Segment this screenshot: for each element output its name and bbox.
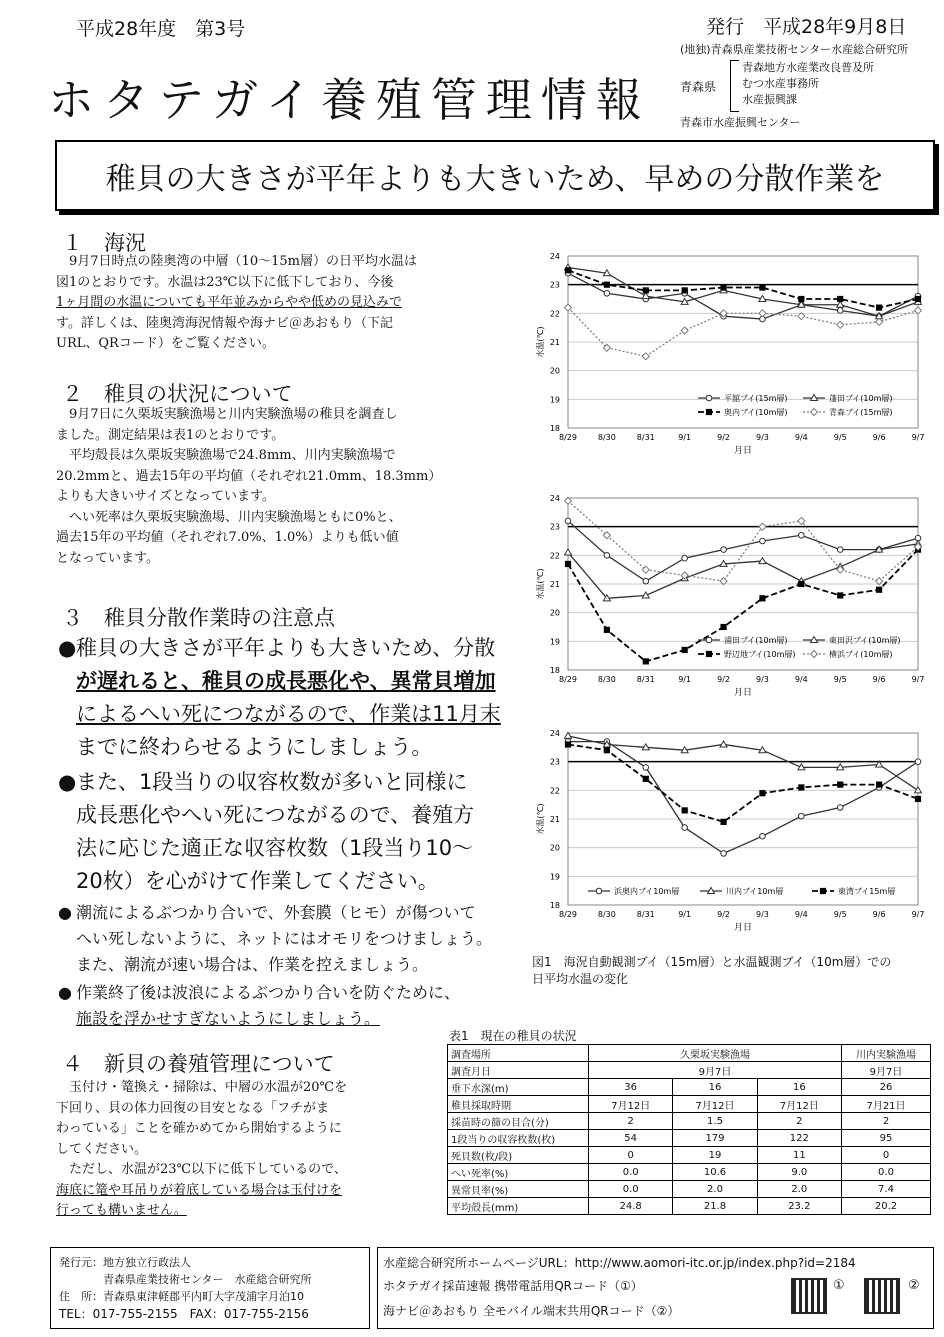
- y-tick-label: 18: [549, 424, 560, 433]
- data-point: [915, 787, 922, 793]
- text-line: 法に応じた適正な収容枚数（1段当り10～: [76, 836, 474, 860]
- data-point: [877, 587, 882, 592]
- x-tick-label: 9/2: [717, 433, 730, 442]
- text-line: してください。: [56, 1141, 148, 1157]
- data-point: [642, 353, 649, 360]
- x-tick-label: 9/7: [911, 910, 925, 919]
- caption-line: 日平均水温の変化: [532, 972, 629, 986]
- table-cell: 0: [589, 1147, 673, 1164]
- x-tick-label: 9/6: [872, 675, 886, 684]
- text-line: 作業終了後は波浪によるぶつかり合いを防ぐために、: [76, 983, 461, 1002]
- table-row: [448, 1096, 931, 1113]
- table-cell: 54: [589, 1130, 673, 1147]
- legend-label: 浜奥内ブイ10m層: [614, 887, 680, 896]
- data-point: [706, 395, 712, 401]
- series-line: [568, 267, 918, 316]
- table-row: [448, 1045, 931, 1062]
- x-tick-label: 9/7: [911, 433, 925, 442]
- text-line: 成長悪化やへい死につながるので、養殖方: [76, 803, 475, 827]
- y-tick-label: 23: [549, 280, 560, 290]
- series-line: [568, 744, 918, 821]
- y-tick-label: 24: [549, 494, 560, 503]
- table-cell: 0: [842, 1147, 931, 1164]
- org-pref: 青森県: [680, 80, 717, 94]
- table-row: [448, 1164, 931, 1181]
- x-tick-label: 8/29: [559, 910, 577, 919]
- chart-3: [532, 725, 932, 947]
- y-tick-label: 18: [549, 666, 560, 675]
- text-line: ただし、水温が23℃以下に低下しているので、: [69, 1162, 347, 1177]
- text-line: 玉付け・篭換え・掃除は、中層の水温が20℃を: [69, 1080, 348, 1095]
- table-cell: 9月7日: [589, 1062, 842, 1079]
- text-line: 施設を浮かせすぎないようにしましょう。: [76, 1009, 381, 1028]
- data-point: [642, 293, 649, 299]
- table-cell: 11: [757, 1147, 841, 1164]
- table-cell: 0.0: [589, 1181, 673, 1198]
- data-point: [682, 825, 688, 831]
- series-line: [568, 544, 918, 598]
- y-tick-label: 23: [549, 757, 560, 767]
- section-3-title: ３ 稚貝分散作業時の注意点: [62, 606, 335, 630]
- table-cell: 21.8: [673, 1198, 757, 1215]
- legend-label: 青森ブイ(15m層): [829, 408, 893, 417]
- data-point: [876, 318, 883, 325]
- x-tick-label: 8/31: [636, 910, 655, 919]
- text-line: が遅れると、稚貝の成長悪化や、異常貝増加: [76, 669, 496, 693]
- y-tick-label: 24: [549, 729, 560, 738]
- data-point: [760, 538, 766, 544]
- data-point: [759, 558, 766, 564]
- address: 住 所：青森県東津軽郡平内町大字茂浦字月泊10: [59, 1290, 304, 1303]
- section-1-title: １ 海況: [62, 231, 146, 255]
- data-point: [877, 305, 882, 310]
- table-cell: 調査月日: [448, 1062, 589, 1079]
- legend-label: 東湾ブイ15m層: [838, 887, 896, 896]
- table-cell: 7月12日: [757, 1096, 841, 1113]
- x-tick-label: 8/30: [597, 433, 616, 442]
- data-point: [760, 596, 765, 601]
- data-point: [682, 808, 687, 813]
- text-line: 海底に篭や耳吊りが着底している場合は玉付けを: [56, 1182, 343, 1198]
- series-line: [568, 308, 918, 357]
- data-point: [837, 321, 844, 328]
- table-cell: 9.0: [757, 1164, 841, 1181]
- text-line: までに終わらせるようにしましょう。: [76, 735, 433, 759]
- data-point: [799, 532, 805, 538]
- data-point: [706, 651, 711, 656]
- table-row: [448, 1113, 931, 1130]
- y-tick-label: 20: [549, 366, 560, 376]
- table-cell: 9月7日: [842, 1062, 931, 1079]
- chart-2: [532, 490, 932, 712]
- table-cell: 20.2: [842, 1198, 931, 1215]
- table-caption: 表1 現在の稚貝の状況: [449, 1029, 577, 1043]
- table-row: [448, 1062, 931, 1079]
- table-cell: 2: [842, 1113, 931, 1130]
- data-point: [565, 268, 570, 273]
- text-line: URL、QRコード）をご覧ください。: [56, 336, 275, 351]
- table-cell: 1段当りの収容枚数(枚): [448, 1130, 589, 1147]
- data-point: [799, 813, 805, 819]
- y-tick-label: 19: [549, 637, 560, 647]
- table-cell: 1.5: [673, 1113, 757, 1130]
- data-point: [682, 647, 687, 652]
- x-tick-label: 8/31: [636, 433, 655, 442]
- qr2-text: 海ナビ＠あおもり 全モバイル端末共用QRコード（②）: [383, 1304, 680, 1318]
- data-point: [837, 547, 843, 553]
- text-line: 潮流によるぶつかり合いで、外套膜（ヒモ）が傷ついて: [76, 903, 476, 922]
- data-point: [838, 782, 843, 787]
- legend-label: 川内ブイ10m層: [726, 887, 784, 896]
- x-tick-label: 8/29: [559, 675, 577, 684]
- x-tick-label: 9/1: [678, 910, 692, 919]
- series-line: [568, 736, 918, 790]
- headline-text: 稚貝の大きさが平年よりも大きいため、早めの分散作業を: [105, 161, 885, 197]
- data-point: [799, 296, 804, 301]
- y-axis-label: 水温(℃): [536, 326, 545, 358]
- series-line: [568, 521, 918, 581]
- table-row: [448, 1130, 931, 1147]
- table-cell: 2.0: [757, 1181, 841, 1198]
- data-point: [721, 285, 726, 290]
- x-axis-label: 月日: [733, 923, 753, 933]
- table-cell: 平均殻長(mm): [448, 1198, 589, 1215]
- table-cell: 95: [842, 1130, 931, 1147]
- data-point: [643, 288, 648, 293]
- table-cell: 26: [842, 1079, 931, 1096]
- y-tick-label: 19: [549, 395, 560, 405]
- table-cell: 7月12日: [589, 1096, 673, 1113]
- y-axis-label: 水温(℃): [536, 568, 545, 600]
- data-point: [682, 288, 687, 293]
- bullet-1: [58, 632, 528, 764]
- data-point: [721, 851, 727, 857]
- data-point: [565, 561, 570, 566]
- data-point: [604, 290, 610, 296]
- table-cell: 稚貝採取時期: [448, 1096, 589, 1113]
- data-point: [760, 791, 765, 796]
- table-cell: 36: [589, 1079, 673, 1096]
- data-point: [915, 296, 920, 301]
- text-line: また、潮流が速い場合は、作業を控えましょう。: [76, 955, 429, 974]
- section-4-body: [56, 1078, 444, 1222]
- data-point: [799, 581, 804, 586]
- table-row: [448, 1198, 931, 1215]
- legend-label: 横浜ブイ(10m層): [829, 650, 893, 659]
- table-cell: 2: [589, 1113, 673, 1130]
- section-4-title: ４ 新貝の養殖管理について: [62, 1052, 335, 1076]
- text-line: 稚貝の大きさが平年よりも大きいため、分散: [76, 636, 496, 660]
- table-cell: 0.0: [842, 1164, 931, 1181]
- x-axis-label: 月日: [733, 446, 753, 456]
- data-point: [811, 651, 818, 658]
- table-cell: 10.6: [673, 1164, 757, 1181]
- table-cell: 2.0: [673, 1181, 757, 1198]
- data-point: [837, 308, 843, 314]
- tel-fax: TEL：017-755-2155 FAX：017-755-2156: [59, 1307, 309, 1321]
- data-point: [760, 285, 765, 290]
- x-tick-label: 8/31: [636, 675, 655, 684]
- issue-date: 発行 平成28年9月8日: [706, 16, 907, 38]
- bullet-2: [58, 766, 528, 898]
- legend-label: 蓬田ブイ(10m層): [829, 394, 893, 403]
- chart-2-svg: [532, 490, 932, 708]
- text-line: 20枚）を心がけて作業してください。: [76, 869, 439, 893]
- data-point: [682, 555, 688, 561]
- data-point: [838, 296, 843, 301]
- data-point: [643, 765, 649, 771]
- y-tick-label: 18: [549, 901, 560, 910]
- text-line: 1ヶ月間の水温についても平年並みからやや低めの見込みで: [56, 295, 403, 310]
- text-line: また、1段当りの収容枚数が多いと同様に: [76, 770, 468, 794]
- x-tick-label: 9/3: [756, 910, 769, 919]
- series-line: [568, 742, 918, 854]
- data-point: [915, 759, 921, 765]
- chart-1-svg: [532, 248, 932, 466]
- bullet-dot: ●: [58, 636, 77, 660]
- bullet-3: [58, 900, 528, 978]
- footer-links: [377, 1247, 934, 1329]
- data-point: [565, 549, 572, 555]
- table-cell: 2: [757, 1113, 841, 1130]
- y-axis-label: 水温(℃): [536, 803, 545, 835]
- table-cell: 16: [673, 1079, 757, 1096]
- legend-label: 野辺地ブイ(10m層): [724, 650, 796, 659]
- data-point: [759, 310, 766, 317]
- x-tick-label: 9/4: [794, 433, 808, 442]
- homepage-url[interactable]: 水産総合研究所ホームページURL：http://www.aomori-itc.or.jp/index.php?id=2184: [383, 1256, 856, 1270]
- bullet-dot: ●: [58, 983, 72, 1002]
- table-cell: 異常貝率(%): [448, 1181, 589, 1198]
- y-tick-label: 23: [549, 522, 560, 532]
- text-line: へい死しないように、ネットにはオモリをつけましょう。: [76, 929, 493, 948]
- qr2-mark: ②: [908, 1278, 920, 1293]
- table-cell: 179: [673, 1130, 757, 1147]
- series-line: [568, 270, 918, 307]
- y-tick-label: 22: [549, 551, 560, 561]
- publisher-name: 青森県産業技術センター 水産総合研究所: [103, 1273, 312, 1286]
- text-line: 9月7日時点の陸奥湾の中層（10～15m層）の日平均水温は: [69, 254, 417, 269]
- qr1-mark: ①: [833, 1278, 845, 1293]
- data-point: [706, 637, 712, 643]
- text-line: 9月7日に久栗坂実験漁場と川内実験漁場の稚貝を調査し: [69, 407, 398, 422]
- headline-box: [55, 140, 935, 211]
- data-point: [643, 776, 648, 781]
- text-line: す。詳しくは、陸奥湾海況情報や海ナビ＠あおもり（下記: [56, 315, 393, 331]
- footer-publisher: [50, 1247, 370, 1329]
- data-point: [596, 888, 602, 894]
- table-cell: 7月21日: [842, 1096, 931, 1113]
- table-row: [448, 1147, 931, 1164]
- table-cell: 川内実験漁場: [842, 1045, 931, 1062]
- data-point: [681, 327, 688, 334]
- legend-label: 東田沢ブイ(10m層): [829, 636, 901, 645]
- page-title: ホタテガイ養殖管理情報: [48, 73, 651, 127]
- text-line: へい死率は久栗坂実験漁場、川内実験漁場ともに0%と、: [69, 509, 402, 525]
- legend-label: 平舘ブイ(15m層): [724, 394, 788, 403]
- data-point: [811, 409, 818, 416]
- qr-code-1-icon[interactable]: [791, 1278, 827, 1314]
- section-1-body: [56, 252, 526, 355]
- org-brace: [730, 60, 739, 112]
- text-line: によるへい死につながるので、作業は11月末: [76, 702, 501, 726]
- text-line: ました。測定結果は表1のとおりです。: [56, 427, 285, 443]
- y-tick-label: 21: [549, 815, 560, 824]
- qr1-text: ホタテガイ採苗速報 携帯電話用QRコード（①）: [383, 1279, 643, 1293]
- table-cell: 24.8: [589, 1198, 673, 1215]
- data-point: [643, 659, 648, 664]
- data-point: [760, 833, 766, 839]
- section-2-body: [56, 405, 526, 569]
- legend-label: 浦田ブイ(10m層): [724, 636, 788, 645]
- y-tick-label: 21: [549, 580, 560, 589]
- text-line: わっている」ことを確かめてから開始するように: [56, 1121, 342, 1136]
- data-point: [721, 624, 726, 629]
- table-cell: 7.4: [842, 1181, 931, 1198]
- text-line: よりも大きいサイズとなっています。: [56, 489, 275, 504]
- data-point: [706, 409, 711, 414]
- series-line: [568, 501, 918, 581]
- org-list: [742, 60, 874, 108]
- y-tick-label: 19: [549, 872, 560, 882]
- data-point: [565, 518, 571, 524]
- org-main: (地独)青森県産業技術センター水産総合研究所: [680, 43, 909, 56]
- org-city: 青森市水産振興センター: [680, 116, 801, 129]
- data-point: [721, 819, 726, 824]
- x-tick-label: 8/29: [559, 433, 577, 442]
- issue-number: 平成28年度 第3号: [76, 18, 246, 40]
- org-item: むつ水産事務所: [742, 77, 819, 90]
- bullet-dot: ●: [58, 770, 77, 794]
- data-point: [721, 547, 727, 553]
- bullet-4: [58, 980, 528, 1032]
- text-line: 過去15年の平均値（それぞれ7.0%、1.0%）よりも低い値: [56, 530, 399, 545]
- table-cell: 採苗時の篩の目合(分): [448, 1113, 589, 1130]
- table-cell: 7月12日: [673, 1096, 757, 1113]
- org-item: 青森地方水産業改良普及所: [742, 61, 874, 74]
- data-point: [838, 593, 843, 598]
- x-tick-label: 9/5: [833, 910, 847, 919]
- data-point: [604, 282, 609, 287]
- x-tick-label: 9/4: [794, 910, 808, 919]
- figure-caption: [532, 954, 932, 988]
- data-point: [915, 796, 920, 801]
- x-tick-label: 9/7: [911, 675, 925, 684]
- table-row: [448, 1079, 931, 1096]
- table-cell: 19: [673, 1147, 757, 1164]
- text-line: 図1のとおりです。水温は23℃以下に低下しており、今後: [56, 274, 394, 290]
- text-line: 平均殻長は久栗坂実験漁場で24.8mm、川内実験漁場で: [69, 448, 396, 463]
- x-tick-label: 9/3: [756, 433, 769, 442]
- table-cell: 死貝数(枚/段): [448, 1147, 589, 1164]
- x-tick-label: 9/6: [872, 910, 886, 919]
- y-tick-label: 24: [549, 252, 560, 261]
- table-row: [448, 1181, 931, 1198]
- x-tick-label: 9/1: [678, 675, 692, 684]
- data-point: [877, 782, 882, 787]
- x-tick-label: 8/30: [597, 675, 616, 684]
- table-cell: 23.2: [757, 1198, 841, 1215]
- text-line: 20.2mmと、過去15年の平均値（それぞれ21.0mm、18.3mm）: [56, 468, 442, 484]
- data-point: [565, 742, 570, 747]
- data-point: [820, 888, 825, 893]
- table-cell: 122: [757, 1130, 841, 1147]
- x-tick-label: 9/2: [717, 675, 730, 684]
- data-point: [643, 578, 649, 584]
- data-point: [604, 627, 609, 632]
- data-point: [604, 553, 610, 559]
- x-tick-label: 9/1: [678, 433, 692, 442]
- x-tick-label: 8/30: [597, 910, 616, 919]
- table-cell: 久栗坂実験漁場: [589, 1045, 842, 1062]
- table-cell: 0.0: [589, 1164, 673, 1181]
- qr-code-2-icon[interactable]: [864, 1278, 900, 1314]
- data-point: [720, 741, 727, 747]
- data-point: [837, 805, 843, 811]
- legend-label: 奥内ブイ(10m層): [724, 408, 788, 417]
- table-cell: へい死率(%): [448, 1164, 589, 1181]
- chart-1: [532, 248, 932, 470]
- x-tick-label: 9/4: [794, 675, 808, 684]
- text-line: 下回り、貝の体力回復の目安となる「フチがま: [56, 1100, 330, 1116]
- x-tick-label: 9/2: [717, 910, 730, 919]
- y-tick-label: 21: [549, 338, 560, 347]
- table-cell: 16: [757, 1079, 841, 1096]
- x-tick-label: 9/5: [833, 433, 847, 442]
- data-point: [604, 748, 609, 753]
- y-tick-label: 20: [549, 608, 560, 618]
- x-tick-label: 9/3: [756, 675, 769, 684]
- text-line: 行っても構いません。: [56, 1203, 187, 1218]
- caption-line: 図1 海況自動観測ブイ（15m層）と水温観測ブイ（10m層）での: [532, 955, 892, 969]
- table-cell: 垂下水深(m): [448, 1079, 589, 1096]
- y-tick-label: 22: [549, 309, 560, 319]
- data-point: [799, 785, 804, 790]
- org-item: 水産振興課: [742, 93, 797, 106]
- chart-3-svg: [532, 725, 932, 943]
- data-point: [565, 304, 572, 311]
- table-cell: 調査場所: [448, 1045, 589, 1062]
- text-line: となっています。: [56, 550, 159, 566]
- x-tick-label: 9/5: [833, 675, 847, 684]
- section-2-title: ２ 稚貝の状況について: [62, 382, 293, 406]
- y-tick-label: 20: [549, 843, 560, 853]
- x-axis-label: 月日: [733, 688, 753, 698]
- y-tick-label: 22: [549, 786, 560, 796]
- publisher-label: 発行元：地方独立行政法人: [59, 1256, 191, 1269]
- x-tick-label: 9/6: [872, 433, 886, 442]
- sample-table: [447, 1044, 931, 1215]
- bullet-dot: ●: [58, 903, 72, 922]
